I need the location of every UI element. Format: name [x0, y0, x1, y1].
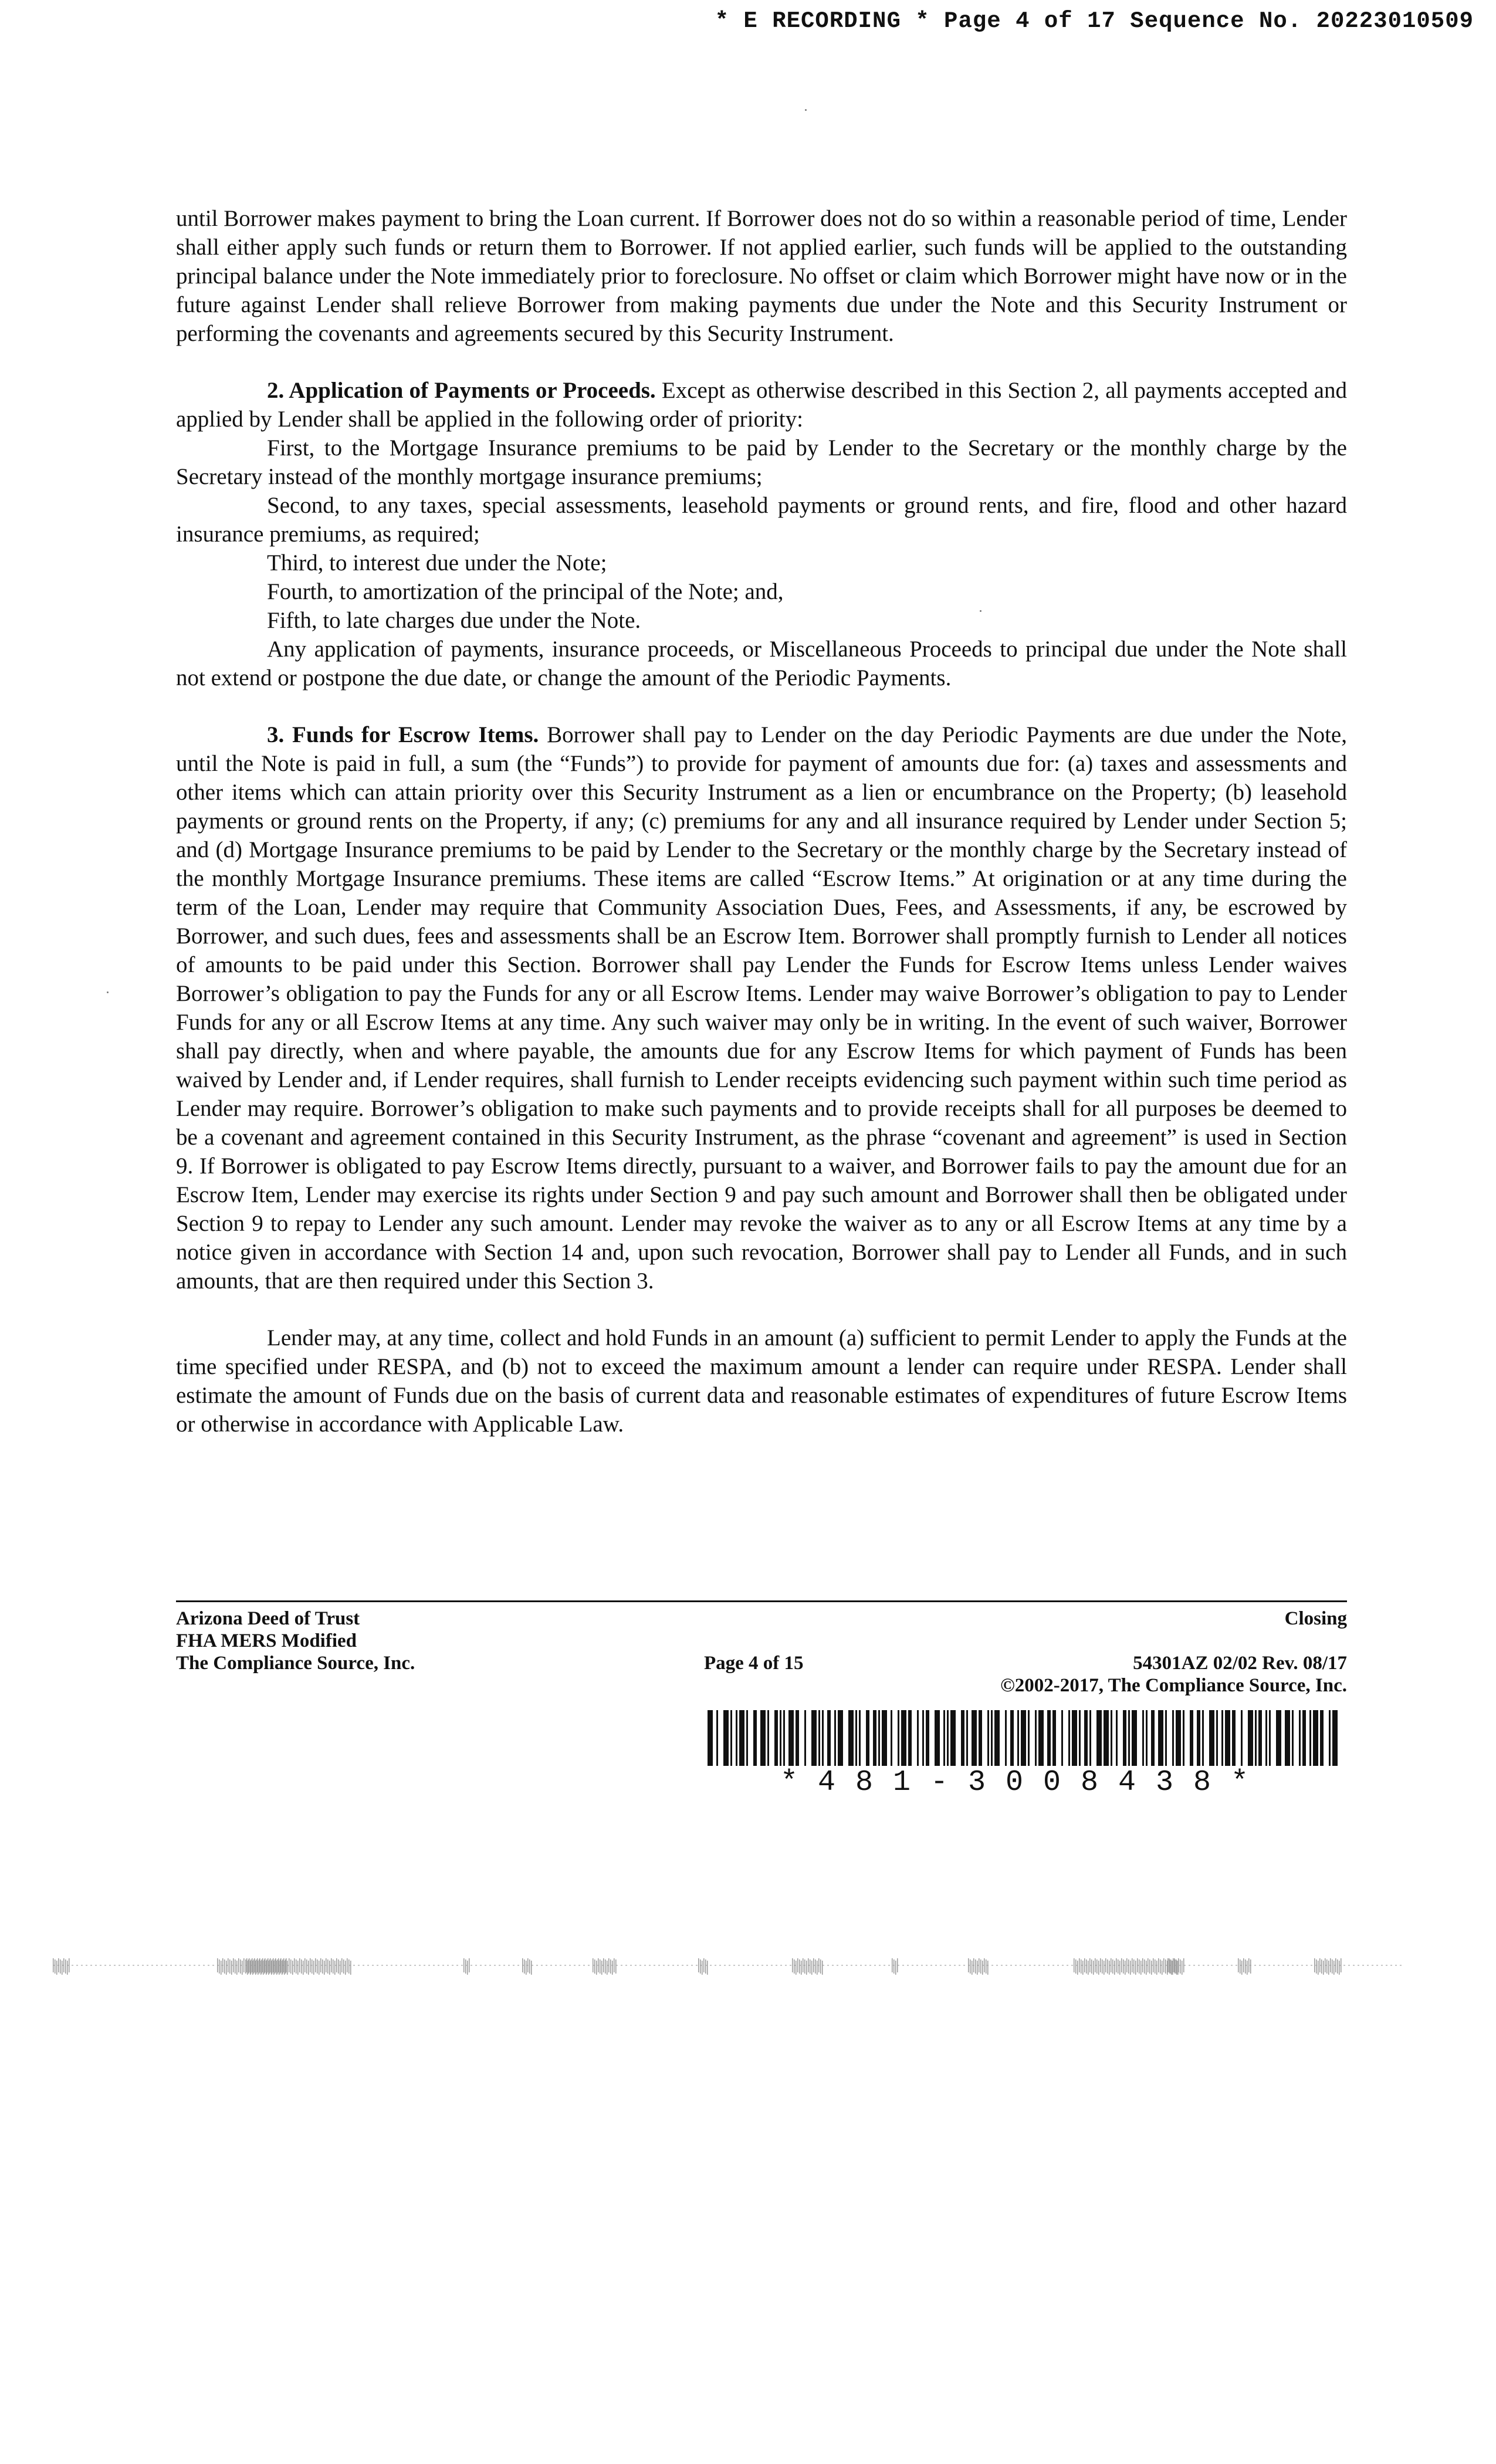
footer-rule — [176, 1600, 1347, 1602]
barcode — [708, 1710, 1341, 1775]
closing-label: Closing — [1284, 1608, 1347, 1629]
section-3-heading: 3. Funds for Escrow Items. — [267, 722, 539, 747]
section-2-first: First, to the Mortgage Insurance premiums to be paid by Lender to the Secretary or the monthly charge by the Secretary instead of the monthly mortgage insurance premiums; — [176, 435, 1347, 489]
scan-speck — [805, 109, 807, 111]
scan-noise-strip — [53, 1954, 1402, 1977]
page-number: Page 4 of 15 — [704, 1653, 804, 1674]
footer-right — [1000, 1607, 1347, 1697]
scan-speck — [107, 991, 109, 993]
section-2-any: Any application of payments, insurance proceeds, or Miscellaneous Proceeds to principal due under the Note shall not extend or postpone the due date, or change the amount of the Periodic Payments. — [176, 637, 1347, 691]
continuation-paragraph: until Borrower makes payment to bring the Loan current. If Borrower does not do so within a reasonable period of time, Lender shall either apply such funds or return them to Borrower. If not applied earlier, such funds will be applied to the outstanding principal balance under the Note immediately prior to foreclosure. No offset or claim which Borrower might have now or in the future against Lender shall relieve Borrower from making payments due under the Note and this Security Instrument or performing the covenants and agreements secured by this Security Instrument. — [176, 206, 1348, 346]
section-2-intro — [176, 376, 1347, 434]
section-2-intro-text: Except as otherwise described in this Section 2, all payments accepted and applied by Lender shall be applied in the following order of priority: — [176, 378, 1347, 432]
section-3-text: Borrower shall pay to Lender on the day Periodic Payments are due under the Note, until the Note is paid in full, a sum (the “Funds”) to provide for payment of amounts due for: (a) taxes and assessments and other items which can attain priority over this Security Instrument as a lien or encumbrance on the Property; (b) leasehold payments or ground rents on the Property, if any; (c) premiums for any and all insurance required by Lender under Section 5; and (d) Mortgage Insurance premiums to be paid by Lender to the Secretary or the monthly charge by the Secretary instead of the monthly Mortgage Insurance premiums. These items are called “Escrow Items.” At origination or at any time during the term of the Loan, Lender may require that Community Association Dues, Fees, and Assessments, if any, be escrowed by Borrower, and such dues, fees and assessments shall be an Escrow Item. Borrower shall promptly furnish to Lender all notices of amounts to be paid under this Section. Borrower shall pay Lender the Funds for Escrow Items unless Lender waives Borrower’s obligation to pay the Funds for any or all Escrow Items. Lender may waive Borrower’s obligation to pay to Lender Funds for any or all Escrow Items at any time. Any such waiver may only be in writing. In the event of such waiver, Borrower shall pay directly, when and where payable, the amounts due for any Escrow Items for which payment of Funds has been waived by Lender and, if Lender requires, shall furnish to Lender receipts evidencing such payment within such time period as Lender may require. Borrower’s obligation to make such payments and to provide receipts shall for all purposes be deemed to be a covenant and agreement contained in this Security Instrument, as the phrase “covenant and agreement” is used in Section 9. If Borrower is obligated to pay Escrow Items directly, pursuant to a waiver, and Borrower fails to pay the amount due for an Escrow Item, Lender may exercise its rights under Section 9 and pay such amount and Borrower shall then be obligated under Section 9 to repay to Lender any such amount. Lender may revoke the waiver as to any or all Escrow Items at any time by a notice given in accordance with Section 14 and, upon such revocation, Borrower shall pay to Lender all Funds, and in such amounts, that are then required under this Section 3. — [176, 722, 1347, 1294]
section-2-fourth: Fourth, to amortization of the principal of the Note; and, — [267, 579, 784, 604]
form-code: 54301AZ 02/02 Rev. 08/17 — [1133, 1653, 1347, 1674]
barcode-text: *481-3008438* — [780, 1766, 1269, 1799]
footer-left — [176, 1607, 415, 1674]
publisher: The Compliance Source, Inc. — [176, 1653, 415, 1674]
section-2-heading: 2. Application of Payments or Proceeds. — [267, 378, 656, 403]
section-3-lender-paragraph: Lender may, at any time, collect and hold Funds in an amount (a) sufficient to permit Lender to apply the Funds at the time specified under RESPA, and (b) not to exceed the maximum amount a lender can require under RESPA. Lender shall estimate the amount of Funds due on the basis of current data and reasonable estimates of expenditures of future Escrow Items or otherwise in accordance with Applicable Law. — [176, 1325, 1347, 1437]
section-3-paragraph — [176, 720, 1347, 1295]
section-2-fifth: Fifth, to late charges due under the Note. — [267, 608, 641, 633]
form-subtitle: FHA MERS Modified — [176, 1630, 357, 1651]
recording-stamp: * E RECORDING * Page 4 of 17 Sequence No. 20223010509 — [715, 8, 1474, 34]
document-body — [176, 204, 1347, 1439]
copyright: ©2002-2017, The Compliance Source, Inc. — [1000, 1675, 1347, 1696]
form-title: Arizona Deed of Trust — [176, 1608, 360, 1629]
section-2-third: Third, to interest due under the Note; — [267, 550, 607, 576]
section-2-second: Second, to any taxes, special assessments, leasehold payments or ground rents, and fire, flood and other hazard insurance premiums, as required; — [176, 493, 1347, 547]
